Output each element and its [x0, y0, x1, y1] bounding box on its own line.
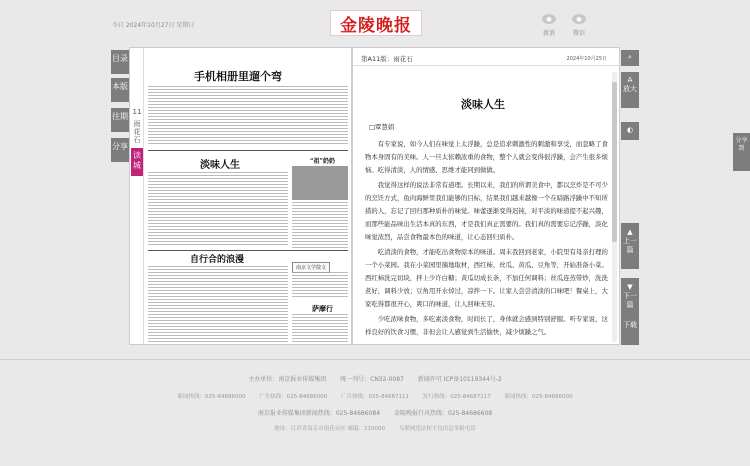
down-arrow-icon: ▼	[627, 283, 633, 291]
zoom-label: 放大	[623, 85, 637, 93]
footer-text: 互联网违法和不良信息举报电话	[398, 426, 476, 432]
newspaper-logo[interactable]	[330, 10, 422, 36]
wechat-icon: ●	[572, 14, 586, 24]
article-header	[353, 48, 620, 66]
article-photo[interactable]	[292, 166, 348, 200]
prev-article-label: 上一篇	[623, 237, 637, 254]
footer-line-1	[0, 374, 750, 383]
footer-line-3	[0, 408, 750, 417]
article-author: □覃慧娟	[369, 123, 395, 131]
logo-text: 金陵晚报	[340, 15, 412, 36]
share-to-label: 分享到	[735, 137, 748, 152]
divider	[148, 150, 348, 151]
column-tag: 读城	[131, 148, 143, 176]
footer-text: 发行热线：025-84687117	[422, 394, 491, 400]
footer-line-2	[0, 392, 750, 400]
article-section: 第A11版：雨花石	[361, 55, 413, 63]
article-text-block[interactable]	[292, 314, 348, 342]
footer-text: 金陵晚报行风热线：025-84686608	[393, 410, 493, 417]
footer-text: 新闻许可 ICP备10119344号-2	[417, 376, 502, 383]
article-text-block[interactable]	[292, 202, 348, 248]
zoom-button[interactable]	[621, 72, 639, 108]
footer-text: 统一刊号：CN32-0087	[340, 376, 404, 383]
footer-text: 广告热线：025-84687111	[341, 394, 409, 400]
download-label: 下载	[623, 321, 637, 329]
page-name: 雨花石	[133, 120, 141, 144]
article-paragraph: 有专家说，如今人们在味觉上太浮躁，总是追求刺激性的刺激和享受，而忽略了食物本身固有的美味。人一旦太依赖浓重的食物，整个人就会变得很浮躁，会产生很多烦恼。吃得清淡，人的情感、思维才能同到做做。	[365, 140, 608, 174]
article-paragraph: 吃清淡的食物，才能吃出食物原本的味道。周末我回到老家，小院里有母亲打理的一个小菜园。我在小菜园里摘地取材，西红柿、丝瓜、黄瓜、豆角等，开始准备小菜。西红柿洗完切块，拌上少许白糖；黄瓜切成长条，不加任何调料；丝瓜连蒸带炒，洗洗煮好，调料少放；豆角用开水焯过，凉拌一下。让家人尝尝清淡的口味吧！餐桌上，大家吃得都很开心，爽口的味道，让人回味无穷。	[365, 248, 608, 308]
article-panel	[352, 47, 620, 345]
tab-this-page[interactable]	[111, 78, 129, 102]
prev-article-button[interactable]	[621, 223, 639, 269]
headline-plain-life[interactable]: 淡味人生	[200, 160, 240, 171]
weixin-label: 微信	[572, 30, 585, 37]
article-title: 淡味人生	[461, 98, 505, 111]
newspaper-page[interactable]	[129, 47, 352, 345]
box-title: 南京文学散文	[292, 262, 330, 273]
footer-text: 新闻热线：025-84686000	[504, 394, 573, 400]
download-button[interactable]	[621, 318, 639, 345]
tab-contents[interactable]	[111, 50, 129, 74]
footer	[0, 359, 750, 466]
current-date: 今日 2024年10月27日 星期日	[112, 22, 195, 29]
up-arrow-icon: ▲	[627, 228, 633, 236]
headline-satsuma[interactable]: 萨摩行	[312, 304, 333, 313]
article-text-block[interactable]	[148, 172, 288, 246]
article-text-block[interactable]	[148, 86, 348, 146]
tab-share-label: 分享	[112, 142, 128, 151]
search-icon: ⌕	[628, 53, 632, 61]
headline-album[interactable]: 手机相册里遛个弯	[194, 70, 282, 83]
audio-button[interactable]	[621, 122, 639, 140]
article-body	[365, 138, 609, 341]
weixin-link[interactable]	[566, 14, 592, 37]
search-button[interactable]	[621, 50, 639, 66]
footer-text: 主办单位：南京报业传媒集团	[248, 376, 327, 383]
scrollbar-thumb[interactable]	[612, 82, 617, 242]
footer-text: 新闻热线：025-84686000	[177, 394, 246, 400]
font-size-icon: A	[627, 76, 633, 84]
footer-text: 南京报业传媒集团新闻热线：025-84686084	[257, 410, 381, 417]
article-text-block[interactable]	[148, 266, 288, 342]
divider	[148, 250, 348, 251]
weibo-link[interactable]	[536, 14, 562, 37]
article-date: 2024年10月25日	[566, 56, 607, 62]
page-side-strip	[130, 48, 144, 345]
article-text-block[interactable]	[292, 272, 348, 298]
article-paragraph: 我觉得这样的说法非常有道理。长期以来，我们的所谓美食中，都以烹炸是不可少的烹饪方式，鱼肉海鲜里我们能够的目标，结果我们越来越像一个在暗路浮躁中不知所措的人，忘记了回归那种质朴的味觉。味蕾逐渐变得迟钝，对平淡的味道提不起兴趣，而那些能品味出生活本真的东西，才是我们真正需要的。我们真的需要忘记浮躁，淡化味觉浓烈，品尝食物最本色的味道，让心态回归质朴。	[365, 181, 608, 241]
tab-archive-label: 往期	[112, 112, 128, 121]
article-scrollbar[interactable]	[612, 72, 617, 342]
article-paragraph: 少吃浓味食物，多吃素淡食物，时间长了，身体就会感到特别舒服。听专家说，这样良好的饮食习惯，非但会让人感觉到生活愉快，减少烦躁之气。	[365, 315, 608, 336]
footer-line-4	[0, 424, 750, 432]
footer-text: 地址：江苏省南京市雨花台区 邮编：210000	[274, 426, 385, 432]
tab-this-page-label: 本版	[112, 82, 128, 91]
speaker-icon: ◐	[626, 126, 634, 134]
tab-archive[interactable]	[111, 108, 129, 132]
page-number: 11	[132, 108, 142, 116]
weibo-icon: ●	[542, 14, 556, 24]
footer-text: 广告热线：025-84686000	[259, 394, 328, 400]
weibo-label: 新浪	[542, 30, 555, 37]
headline-bicycle[interactable]: 自行合的浪漫	[190, 255, 245, 265]
share-to-button[interactable]	[733, 133, 750, 171]
next-article-label: 下一篇	[623, 292, 637, 309]
top-bar	[0, 0, 750, 46]
tab-share[interactable]	[111, 138, 129, 162]
headline-grandma[interactable]: “祖”奶奶	[310, 158, 335, 165]
tab-contents-label: 目录	[112, 54, 128, 63]
